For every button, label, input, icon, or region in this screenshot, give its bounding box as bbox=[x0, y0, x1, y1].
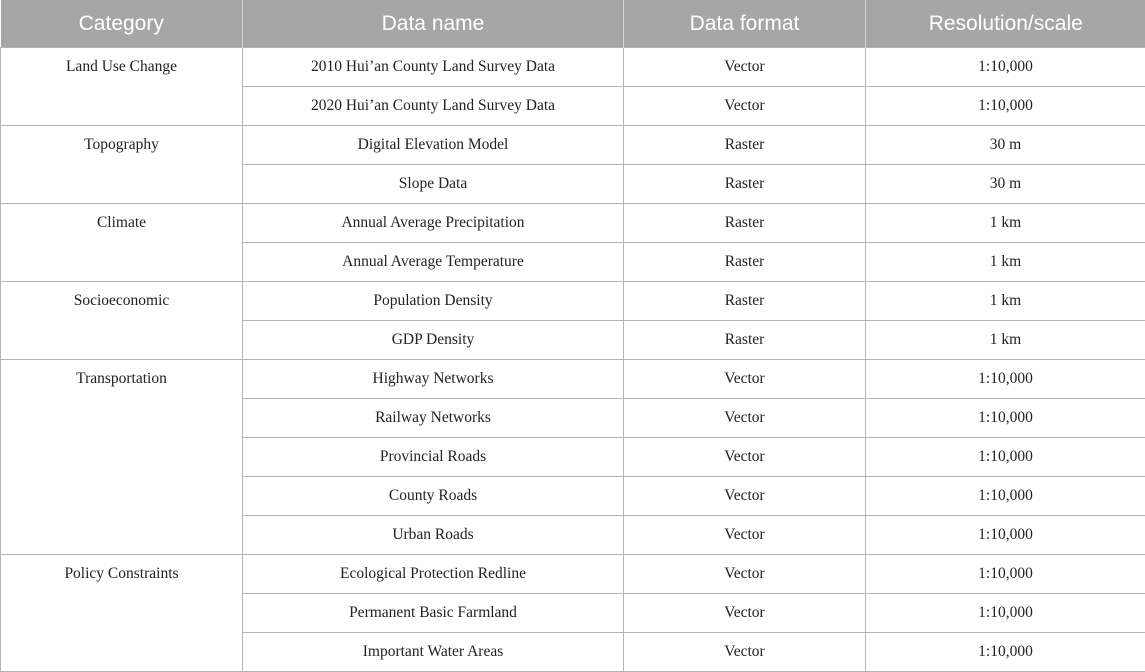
category-cell: Transportation bbox=[1, 360, 243, 555]
resolution-cell: 1:10,000 bbox=[866, 360, 1145, 399]
resolution-cell: 1:10,000 bbox=[866, 633, 1145, 672]
data-name-cell: GDP Density bbox=[243, 321, 624, 360]
category-cell: Climate bbox=[1, 204, 243, 282]
resolution-cell: 30 m bbox=[866, 126, 1145, 165]
data-name-cell: Annual Average Precipitation bbox=[243, 204, 624, 243]
resolution-cell: 1:10,000 bbox=[866, 594, 1145, 633]
resolution-cell: 1:10,000 bbox=[866, 438, 1145, 477]
table-body bbox=[1, 48, 1145, 672]
resolution-cell: 1 km bbox=[866, 204, 1145, 243]
header-data-format: Data format bbox=[624, 0, 866, 48]
resolution-cell: 1:10,000 bbox=[866, 477, 1145, 516]
data-format-cell: Vector bbox=[624, 477, 866, 516]
data-name-cell: Digital Elevation Model bbox=[243, 126, 624, 165]
data-format-cell: Vector bbox=[624, 360, 866, 399]
data-format-cell: Vector bbox=[624, 399, 866, 438]
table-header bbox=[1, 0, 1145, 48]
table-row bbox=[1, 48, 1145, 87]
data-format-cell: Vector bbox=[624, 87, 866, 126]
data-name-cell: Important Water Areas bbox=[243, 633, 624, 672]
resolution-cell: 1:10,000 bbox=[866, 555, 1145, 594]
resolution-cell: 1:10,000 bbox=[866, 48, 1145, 87]
data-name-cell: Provincial Roads bbox=[243, 438, 624, 477]
header-category: Category bbox=[1, 0, 243, 48]
data-format-cell: Raster bbox=[624, 204, 866, 243]
header-resolution-scale: Resolution/scale bbox=[866, 0, 1145, 48]
resolution-cell: 1:10,000 bbox=[866, 516, 1145, 555]
resolution-cell: 1:10,000 bbox=[866, 399, 1145, 438]
category-cell: Topography bbox=[1, 126, 243, 204]
table-row bbox=[1, 360, 1145, 399]
data-name-cell: Ecological Protection Redline bbox=[243, 555, 624, 594]
table-row bbox=[1, 555, 1145, 594]
category-cell: Policy Constraints bbox=[1, 555, 243, 672]
resolution-cell: 30 m bbox=[866, 165, 1145, 204]
data-name-cell: 2020 Hui’an County Land Survey Data bbox=[243, 87, 624, 126]
data-format-cell: Raster bbox=[624, 165, 866, 204]
data-name-cell: County Roads bbox=[243, 477, 624, 516]
data-format-cell: Raster bbox=[624, 243, 866, 282]
header-data-name: Data name bbox=[243, 0, 624, 48]
resolution-cell: 1 km bbox=[866, 243, 1145, 282]
data-format-cell: Vector bbox=[624, 438, 866, 477]
data-name-cell: Slope Data bbox=[243, 165, 624, 204]
data-format-cell: Vector bbox=[624, 555, 866, 594]
resolution-cell: 1 km bbox=[866, 282, 1145, 321]
resolution-cell: 1:10,000 bbox=[866, 87, 1145, 126]
header-row bbox=[1, 0, 1145, 48]
data-format-cell: Vector bbox=[624, 594, 866, 633]
resolution-cell: 1 km bbox=[866, 321, 1145, 360]
data-format-cell: Raster bbox=[624, 126, 866, 165]
data-name-cell: Railway Networks bbox=[243, 399, 624, 438]
table-row bbox=[1, 126, 1145, 165]
data-name-cell: Permanent Basic Farmland bbox=[243, 594, 624, 633]
data-format-cell: Raster bbox=[624, 282, 866, 321]
data-format-cell: Vector bbox=[624, 516, 866, 555]
category-cell: Land Use Change bbox=[1, 48, 243, 126]
data-name-cell: Population Density bbox=[243, 282, 624, 321]
data-name-cell: 2010 Hui’an County Land Survey Data bbox=[243, 48, 624, 87]
table-row bbox=[1, 282, 1145, 321]
table-row bbox=[1, 204, 1145, 243]
data-name-cell: Highway Networks bbox=[243, 360, 624, 399]
data-format-cell: Raster bbox=[624, 321, 866, 360]
data-format-cell: Vector bbox=[624, 633, 866, 672]
category-cell: Socioeconomic bbox=[1, 282, 243, 360]
data-name-cell: Annual Average Temperature bbox=[243, 243, 624, 282]
data-name-cell: Urban Roads bbox=[243, 516, 624, 555]
data-format-cell: Vector bbox=[624, 48, 866, 87]
